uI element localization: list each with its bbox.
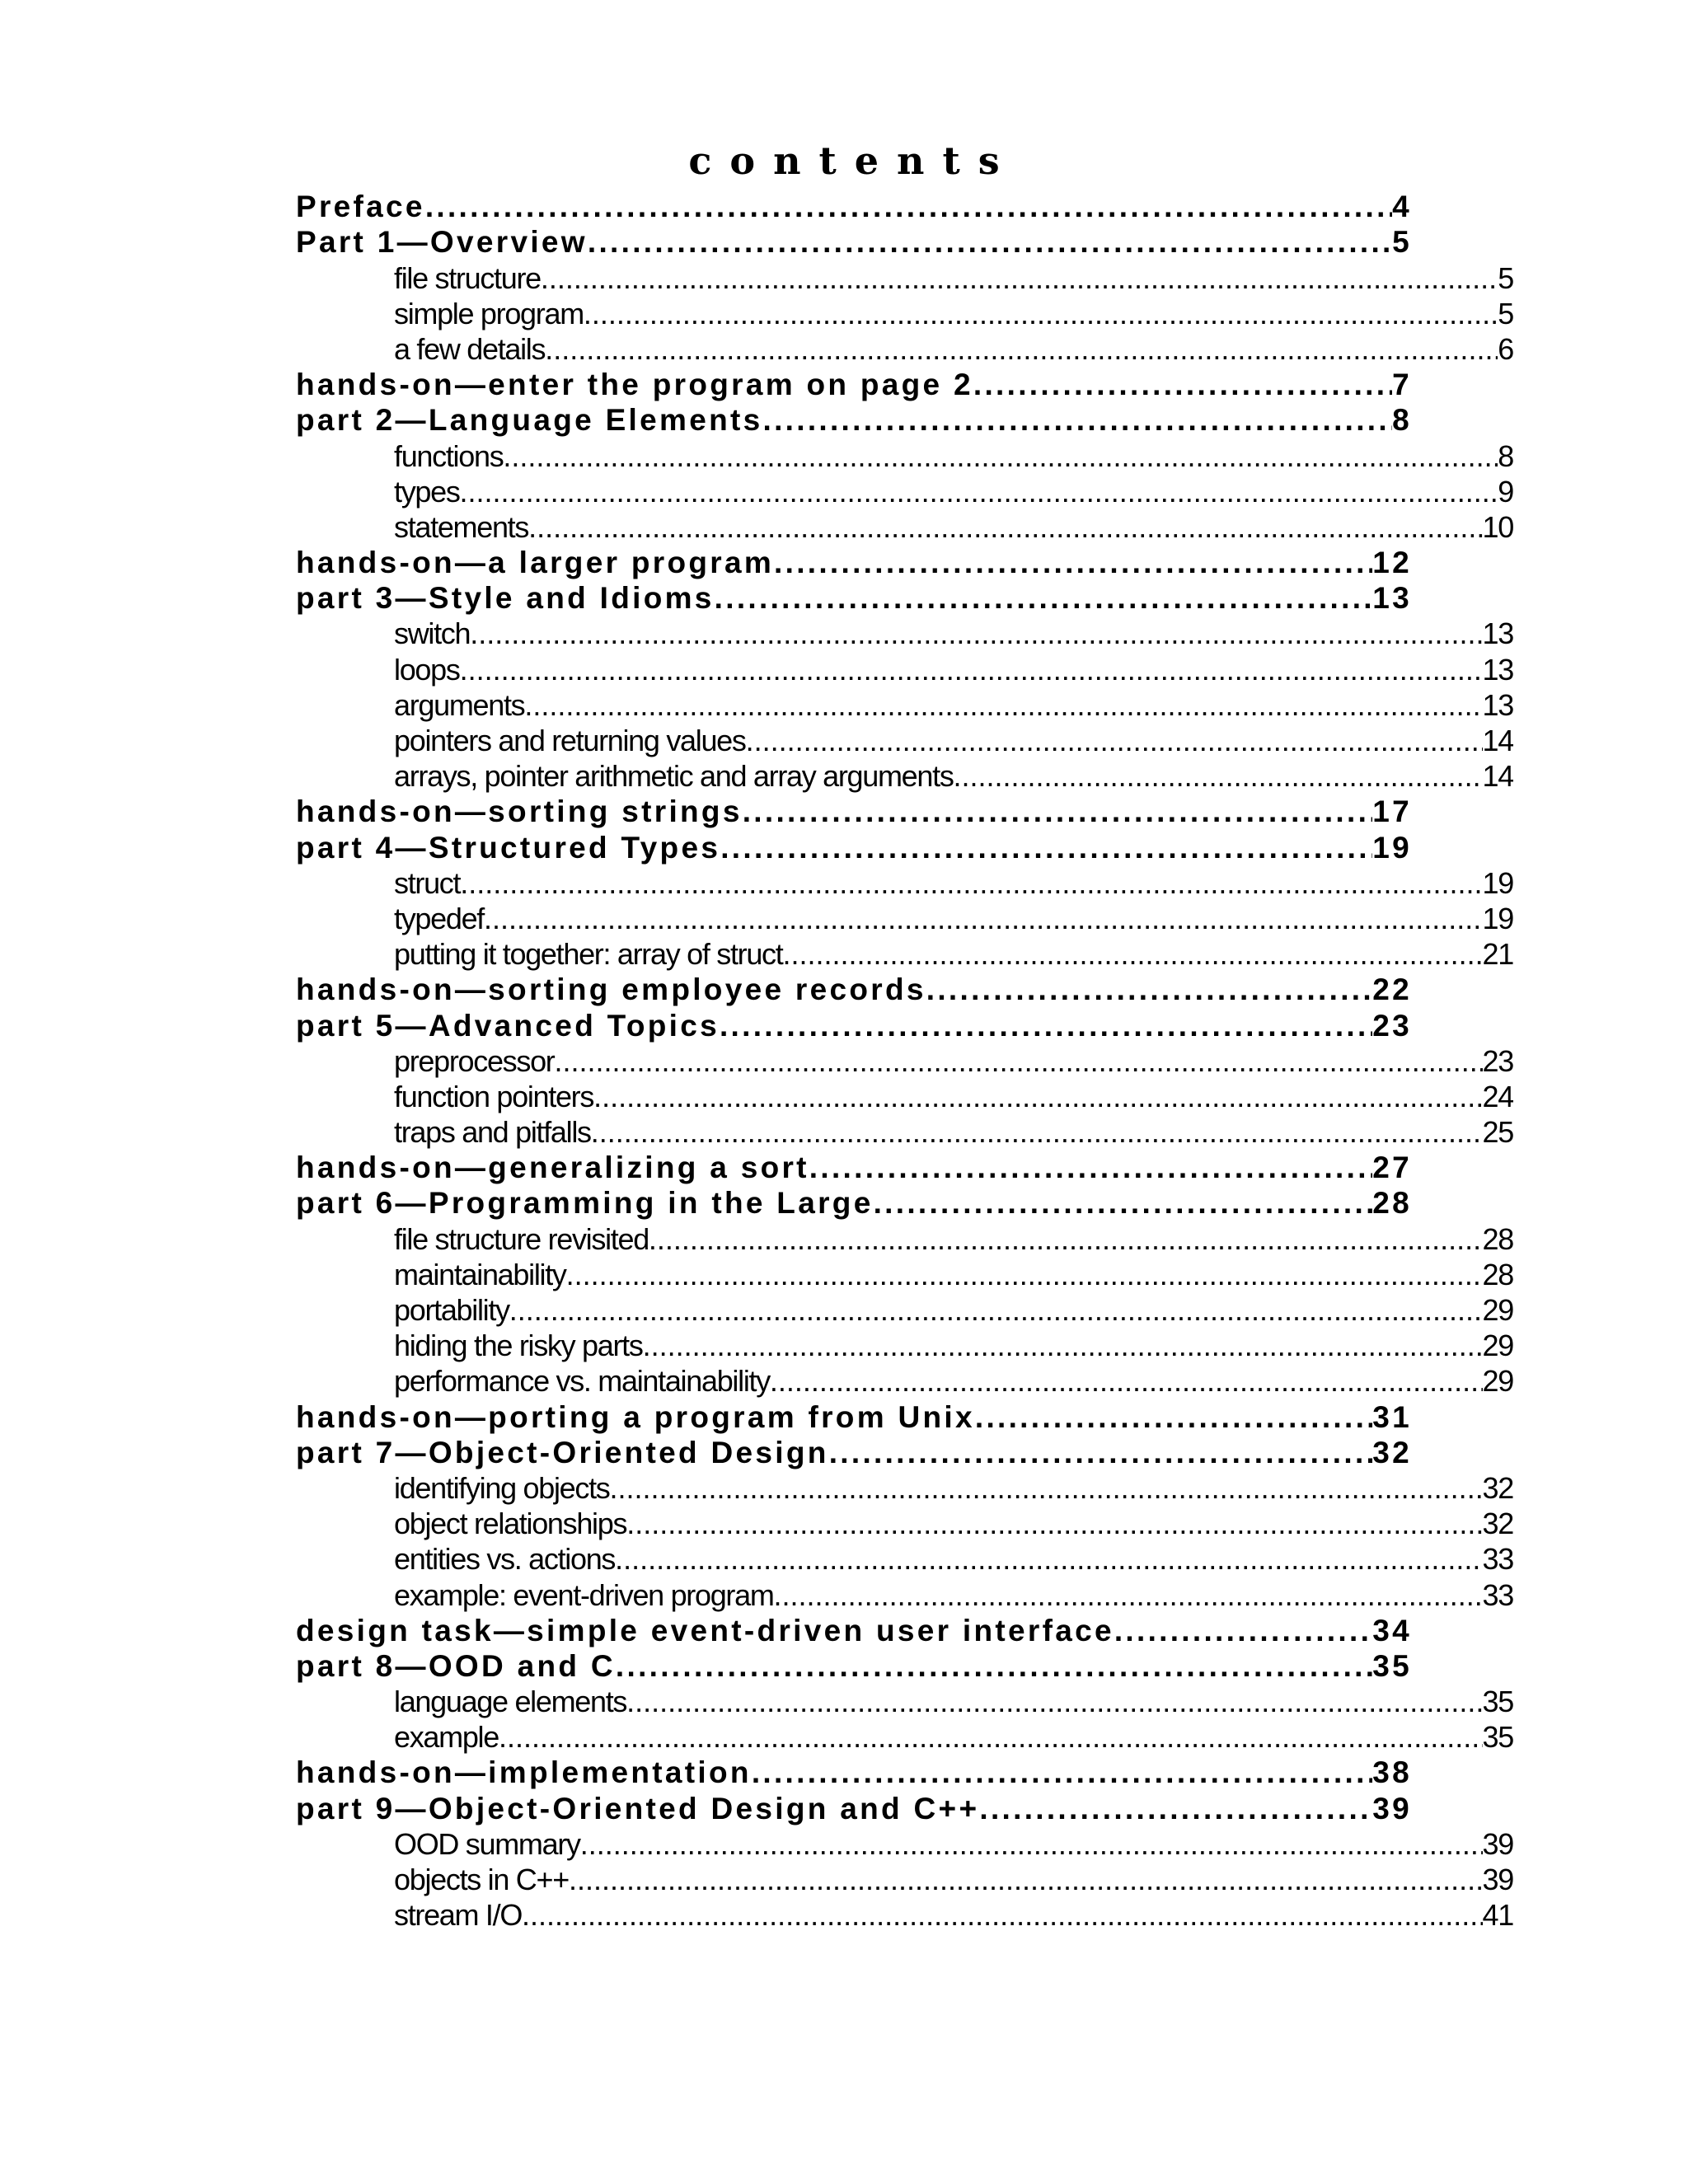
dot-leader [643, 1331, 1483, 1362]
toc-page-number: 13 [1482, 687, 1513, 722]
toc-page-number: 8 [1498, 438, 1513, 473]
toc-section-entry [296, 223, 1412, 259]
toc-entry-label: hands-on—porting a program from Unix [296, 1399, 975, 1434]
toc-page-number: 9 [1498, 474, 1513, 509]
page-title: contents [688, 138, 1018, 183]
toc-entry-label: file structure revisited [394, 1221, 649, 1256]
toc-entry-label: language elements [394, 1685, 627, 1719]
toc-section-entry [296, 188, 1412, 223]
dot-leader [593, 1082, 1482, 1113]
toc-section-entry [296, 1006, 1412, 1042]
toc-subsection-entry [296, 865, 1513, 900]
toc-page-number: 5 [1498, 296, 1513, 330]
toc-entry-label: simple program [394, 296, 584, 330]
dot-leader [774, 1581, 1483, 1612]
toc-page-number: 13 [1372, 581, 1412, 616]
toc-entry-label: arrays, pointer arithmetic and array arguments [394, 759, 954, 794]
toc-page-number: 39 [1482, 1826, 1513, 1861]
dot-leader [615, 1544, 1482, 1576]
dot-leader [528, 513, 1482, 544]
toc-entry-label: Part 1—Overview [296, 225, 588, 260]
dot-leader [580, 1830, 1483, 1861]
toc-entry-label: typedef [394, 901, 484, 935]
toc-page-number: 35 [1372, 1648, 1412, 1683]
toc-section-entry [296, 828, 1412, 864]
toc-page-number: 22 [1372, 972, 1412, 1007]
dot-leader [979, 1793, 1372, 1825]
toc-section-entry [296, 579, 1412, 615]
toc-page-number: 19 [1482, 901, 1513, 935]
dot-leader [954, 762, 1483, 793]
toc-entry-label: stream I/O [394, 1898, 523, 1933]
dot-leader [649, 1225, 1483, 1256]
toc-page-number: 32 [1372, 1435, 1412, 1469]
toc-entry-label: hands-on—sorting employee records [296, 972, 926, 1007]
dot-leader [524, 691, 1482, 722]
toc-entry-label: functions [394, 438, 504, 473]
dot-leader [484, 904, 1483, 935]
toc-entry-label: part 5—Advanced Topics [296, 1008, 720, 1043]
toc-page-number: 5 [1498, 260, 1513, 295]
toc-page-number: 21 [1482, 937, 1513, 972]
toc-entry-label: function pointers [394, 1079, 594, 1113]
toc-entry-label: OOD summary [394, 1826, 580, 1861]
dot-leader [591, 1118, 1483, 1149]
toc-entry-label: example [394, 1720, 499, 1755]
toc-page-number: 17 [1372, 794, 1412, 829]
toc-subsection-entry [296, 509, 1513, 544]
toc-page-number: 39 [1372, 1791, 1412, 1825]
toc-entry-label: Preface [296, 190, 425, 224]
toc-entry-label: hiding the risky parts [394, 1329, 643, 1363]
toc-page-number: 8 [1392, 403, 1412, 438]
toc-subsection-entry [296, 330, 1513, 366]
dot-leader [460, 869, 1482, 900]
toc-page-number: 23 [1482, 1043, 1513, 1078]
toc-entry-label: design task—simple event-driven user interface [296, 1613, 1114, 1647]
toc-section-entry [296, 1149, 1412, 1184]
dot-leader [809, 1152, 1372, 1184]
dot-leader [770, 1366, 1483, 1398]
toc-section-entry [296, 1398, 1412, 1433]
toc-entry-label: types [394, 474, 460, 509]
toc-entry-label: statements [394, 509, 529, 544]
dot-leader [782, 940, 1482, 971]
toc-subsection-entry [296, 650, 1513, 686]
dot-leader [499, 1722, 1483, 1754]
dot-leader [973, 369, 1392, 401]
toc-entry-label: part 6—Programming in the Large [296, 1186, 874, 1221]
toc-section-entry [296, 1612, 1412, 1647]
toc-entry-label: arguments [394, 687, 525, 722]
toc-entry-label: object relationships [394, 1507, 627, 1541]
toc-page-number: 28 [1482, 1257, 1513, 1291]
toc-page-number: 14 [1482, 724, 1513, 757]
toc-entry-label: part 8—OOD and C [296, 1648, 616, 1683]
toc-subsection-entry [296, 722, 1513, 757]
toc-page-number: 29 [1482, 1293, 1513, 1327]
toc-page-number: 19 [1482, 865, 1513, 900]
dot-leader [541, 264, 1498, 295]
toc-entry-label: struct [394, 865, 461, 900]
dot-leader [715, 583, 1373, 615]
toc-section-entry [296, 1754, 1412, 1789]
toc-subsection-entry [296, 900, 1513, 935]
toc-subsection-entry [296, 615, 1513, 650]
toc-entry-label: performance vs. maintainability [394, 1364, 770, 1399]
toc-page-number: 19 [1372, 830, 1412, 865]
toc-section-entry [296, 1789, 1412, 1825]
toc-page-number: 7 [1392, 368, 1412, 402]
toc-subsection-entry [296, 1861, 1513, 1896]
toc-page-number: 25 [1482, 1115, 1513, 1150]
toc-entry-label: part 4—Structured Types [296, 830, 721, 865]
toc-entry-label: part 7—Object-Oriented Design [296, 1435, 829, 1469]
toc-page-number: 38 [1372, 1755, 1412, 1790]
toc-section-entry [296, 1184, 1412, 1220]
toc-entry-label: portability [394, 1293, 509, 1327]
dot-leader [566, 1260, 1483, 1291]
toc-page-number: 41 [1482, 1898, 1513, 1933]
toc-entry-label: hands-on—sorting strings [296, 794, 743, 829]
toc-subsection-entry [296, 1113, 1513, 1149]
toc-subsection-entry [296, 1043, 1513, 1078]
toc-subsection-entry [296, 1220, 1513, 1255]
toc-subsection-entry [296, 1256, 1513, 1291]
toc-subsection-entry [296, 1469, 1513, 1505]
toc-entry-label: entities vs. actions [394, 1542, 616, 1577]
toc-page-number: 35 [1482, 1720, 1513, 1755]
dot-leader [774, 547, 1372, 579]
toc-page-number: 32 [1482, 1507, 1513, 1541]
toc-page-number: 34 [1372, 1613, 1412, 1647]
toc-page-number: 29 [1482, 1329, 1513, 1363]
toc-section-entry [296, 1434, 1412, 1469]
toc-page-number: 39 [1482, 1863, 1513, 1896]
toc-page-number: 10 [1482, 509, 1513, 544]
toc-entry-label: part 9—Object-Oriented Design and C++ [296, 1791, 980, 1825]
toc-subsection-entry [296, 1896, 1513, 1932]
dot-leader [975, 1402, 1372, 1434]
toc-subsection-entry [296, 1078, 1513, 1113]
toc-subsection-entry [296, 1683, 1513, 1718]
toc-subsection-entry [296, 1576, 1513, 1611]
toc-subsection-entry [296, 1291, 1513, 1327]
toc-page-number: 4 [1392, 190, 1412, 224]
dot-leader [460, 655, 1483, 687]
dot-leader [588, 227, 1392, 259]
toc-entry-label: preprocessor [394, 1043, 555, 1078]
toc-page-number: 6 [1498, 331, 1513, 366]
dot-leader [425, 191, 1392, 223]
dot-leader [569, 1865, 1483, 1896]
toc-page-number: 28 [1372, 1186, 1412, 1221]
toc-subsection-entry [296, 1505, 1513, 1540]
toc-subsection-entry [296, 295, 1513, 330]
toc-page-number: 35 [1482, 1685, 1513, 1719]
toc-entry-label: hands-on—enter the program on page 2 [296, 368, 973, 402]
dot-leader [609, 1474, 1482, 1505]
dot-leader [743, 796, 1373, 828]
toc-section-entry [296, 971, 1412, 1006]
dot-leader [522, 1900, 1483, 1932]
toc-entry-label: hands-on—generalizing a sort [296, 1151, 809, 1185]
dot-leader [1114, 1615, 1372, 1647]
dot-leader [626, 1509, 1482, 1540]
dot-leader [746, 726, 1483, 757]
toc-entry-label: maintainability [394, 1257, 566, 1291]
toc-subsection-entry [296, 687, 1513, 722]
toc-entry-label: switch [394, 616, 471, 651]
toc-section-entry [296, 793, 1412, 828]
toc-page-number: 33 [1482, 1577, 1513, 1612]
toc-subsection-entry [296, 1362, 1513, 1398]
toc-subsection-entry [296, 473, 1513, 509]
toc-page-number: 31 [1372, 1399, 1412, 1434]
dot-leader [555, 1047, 1483, 1078]
toc-page-number: 14 [1482, 759, 1513, 794]
dot-leader [720, 832, 1372, 865]
dot-leader [509, 1296, 1483, 1327]
toc-section-entry [296, 401, 1412, 437]
toc-subsection-entry [296, 757, 1513, 793]
toc-page-number: 12 [1372, 546, 1412, 580]
toc-subsection-entry [296, 935, 1513, 971]
toc-entry-label: file structure [394, 260, 541, 295]
toc-page-number: 24 [1482, 1079, 1513, 1113]
toc-subsection-entry [296, 1540, 1513, 1576]
table-of-contents [296, 188, 1513, 1933]
dot-leader [584, 299, 1498, 330]
toc-subsection-entry [296, 259, 1513, 294]
toc-entry-label: objects in C++ [394, 1863, 569, 1896]
toc-page-number: 33 [1482, 1542, 1513, 1577]
toc-section-entry [296, 366, 1412, 401]
toc-page-number: 27 [1372, 1151, 1412, 1185]
toc-section-entry [296, 544, 1412, 579]
toc-entry-label: traps and pitfalls [394, 1115, 591, 1150]
dot-leader [470, 619, 1482, 650]
toc-section-entry [296, 1647, 1412, 1683]
toc-page-number: 32 [1482, 1470, 1513, 1505]
dot-leader [926, 974, 1372, 1006]
dot-leader [616, 1651, 1372, 1683]
toc-subsection-entry [296, 437, 1513, 472]
toc-entry-label: a few details [394, 331, 546, 366]
toc-entry-label: example: event-driven program [394, 1577, 774, 1612]
dot-leader [720, 1010, 1372, 1043]
dot-leader [503, 442, 1498, 473]
toc-entry-label: loops [394, 652, 460, 687]
dot-leader [460, 477, 1498, 509]
dot-leader [763, 405, 1393, 437]
toc-entry-label: hands-on—implementation [296, 1755, 752, 1790]
toc-entry-label: hands-on—a larger program [296, 546, 775, 580]
dot-leader [545, 335, 1498, 366]
toc-subsection-entry [296, 1718, 1513, 1754]
toc-entry-label: pointers and returning values [394, 724, 746, 757]
toc-subsection-entry [296, 1825, 1513, 1861]
toc-entry-label: putting it together: array of struct [394, 937, 783, 972]
toc-entry-label: part 2—Language Elements [296, 403, 763, 438]
dot-leader [752, 1757, 1372, 1789]
toc-page-number: 5 [1392, 225, 1412, 260]
toc-page-number: 28 [1482, 1221, 1513, 1256]
toc-page-number: 23 [1372, 1008, 1412, 1043]
dot-leader [829, 1437, 1373, 1469]
toc-entry-label: identifying objects [394, 1470, 610, 1505]
toc-page-number: 29 [1482, 1364, 1513, 1399]
toc-subsection-entry [296, 1327, 1513, 1362]
dot-leader [874, 1188, 1373, 1220]
toc-page-number: 13 [1482, 616, 1513, 651]
toc-entry-label: part 3—Style and Idioms [296, 581, 715, 616]
toc-page-number: 13 [1482, 652, 1513, 687]
dot-leader [626, 1687, 1482, 1718]
